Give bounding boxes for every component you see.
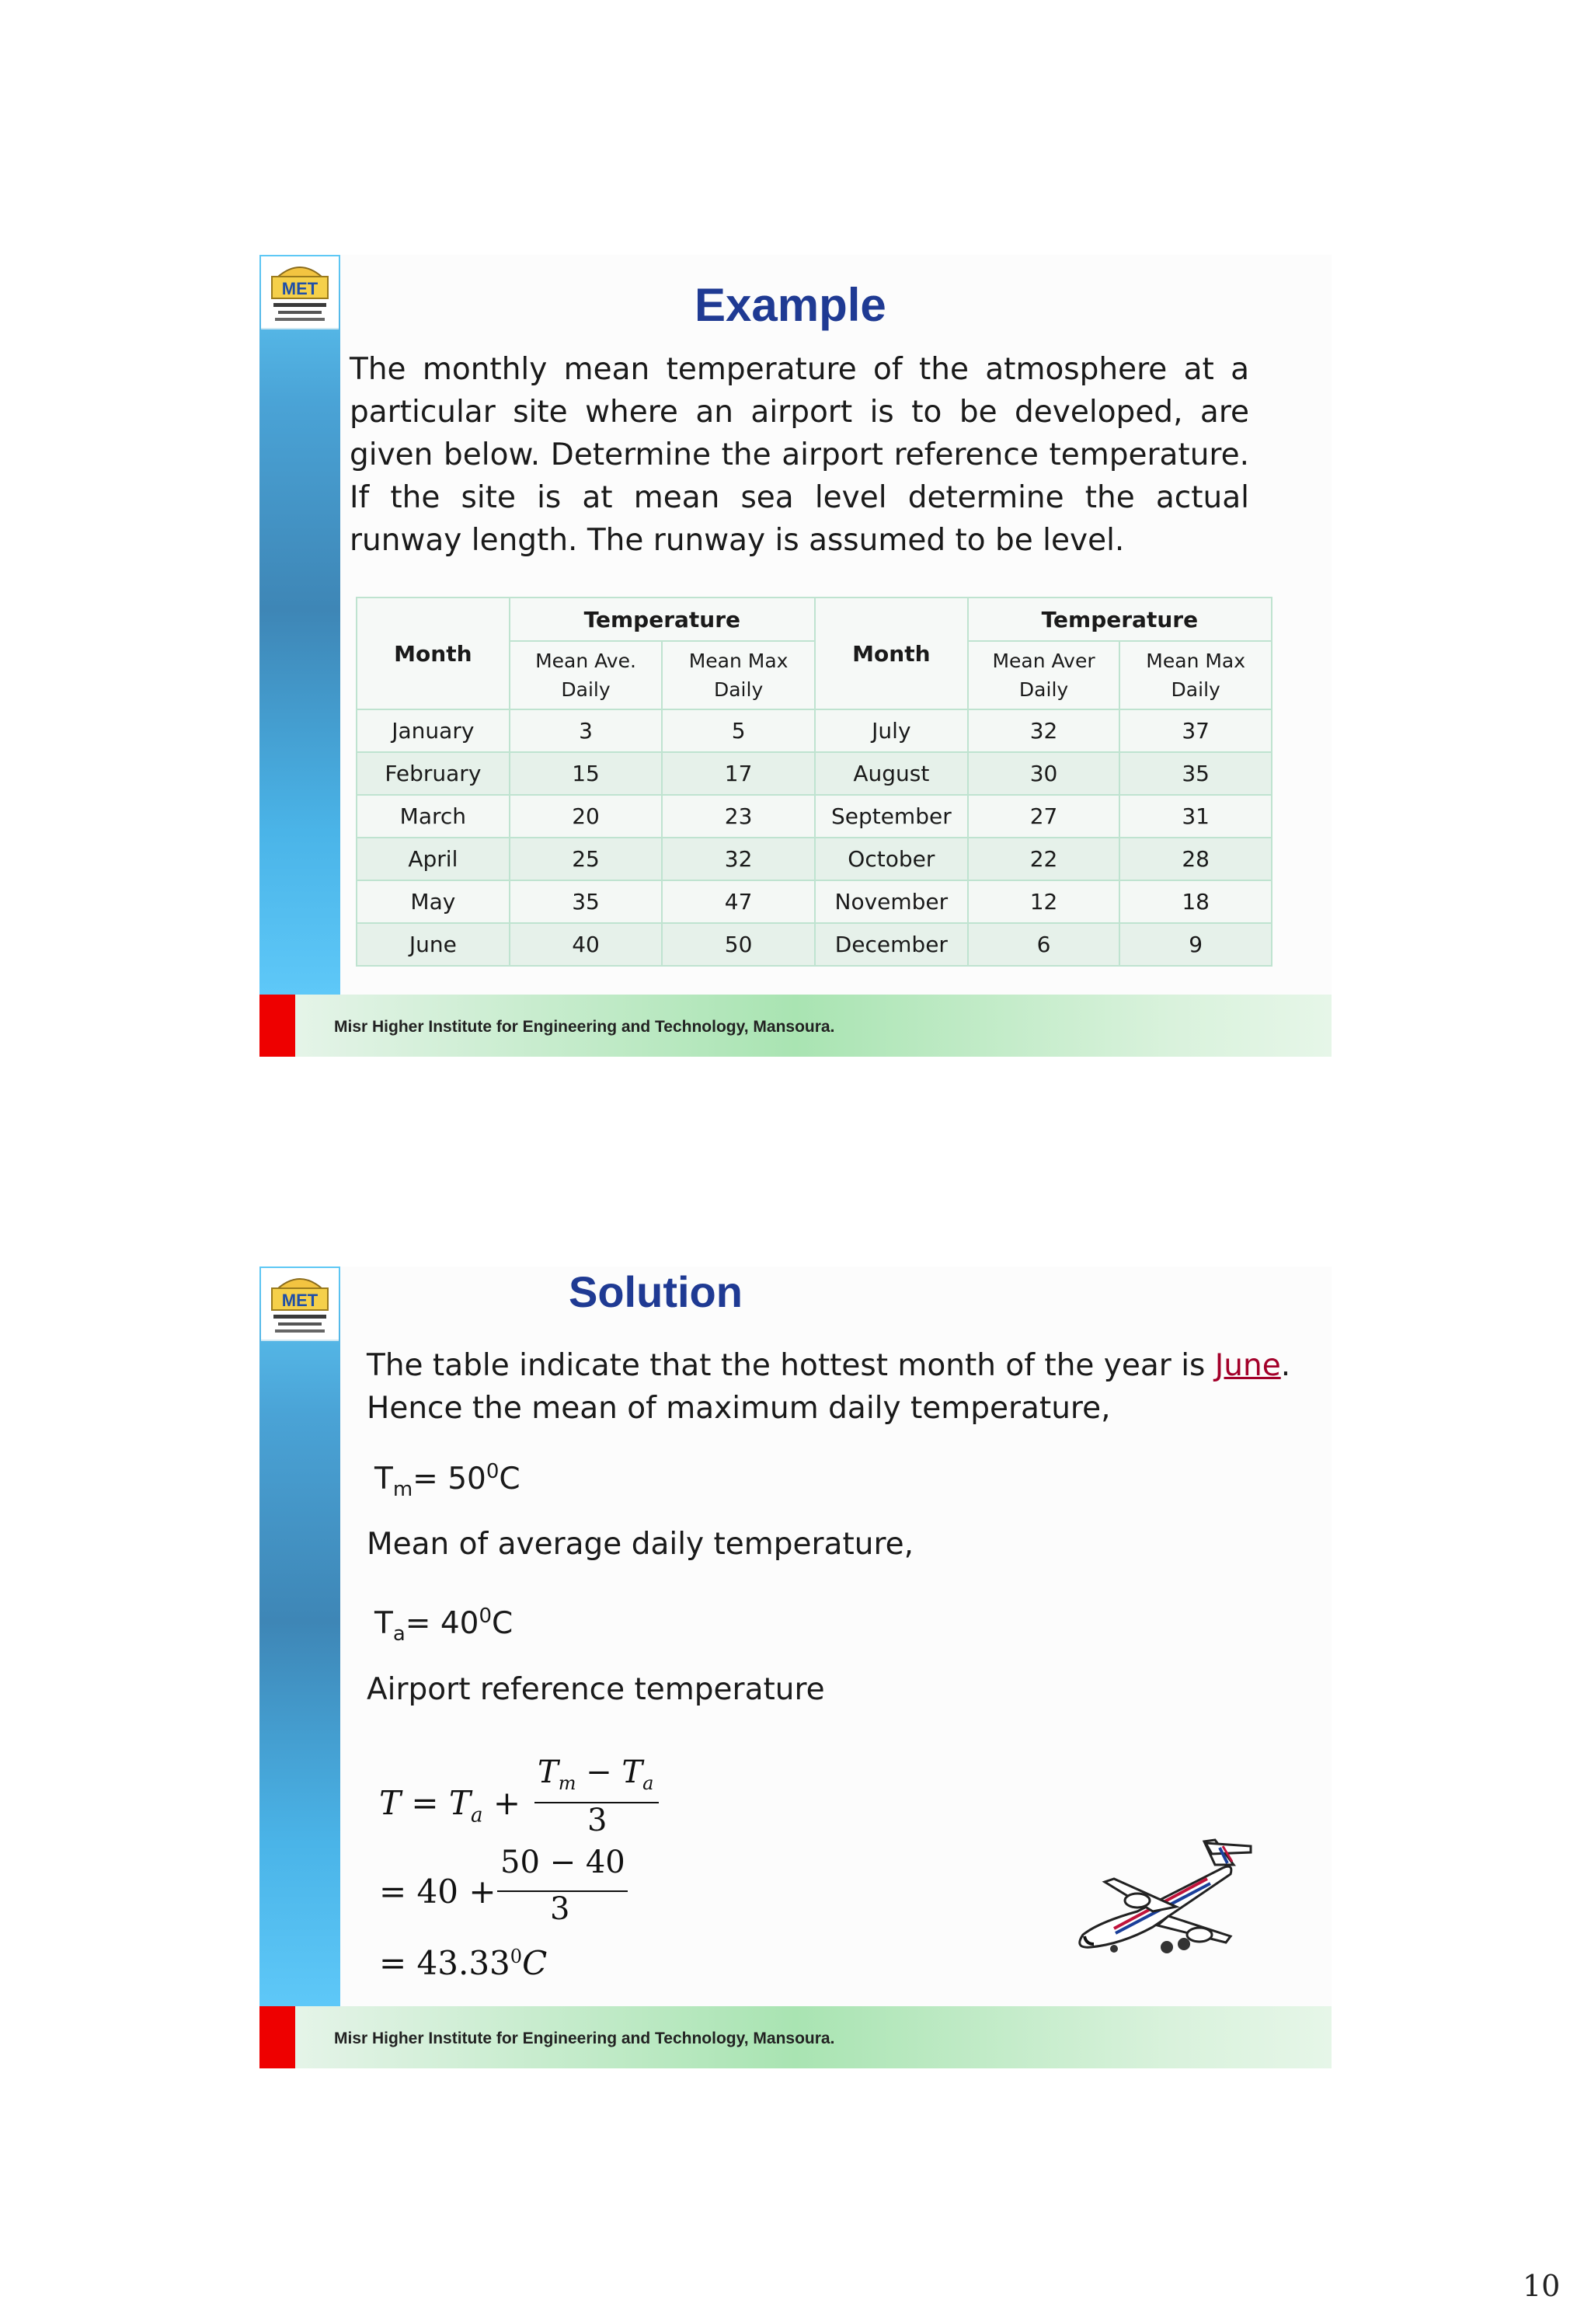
- page-number: 10: [1523, 2269, 1561, 2303]
- hottest-month-line: [367, 1344, 1299, 1387]
- math-symbol: = T: [411, 1784, 471, 1822]
- table-cell: 31: [1119, 795, 1272, 838]
- fraction-denominator-1: 3: [587, 1803, 608, 1838]
- math-symbol: C: [522, 1944, 548, 1982]
- text-run: C: [499, 1462, 520, 1496]
- table-cell: February: [357, 752, 510, 795]
- table-row: [357, 795, 1272, 838]
- table-cell: 9: [1119, 923, 1272, 966]
- text-run: T: [374, 1606, 393, 1641]
- table-cell: 23: [662, 795, 815, 838]
- met-logo: [261, 1268, 339, 1341]
- temperature-table: [356, 597, 1272, 967]
- table-cell: 15: [510, 752, 663, 795]
- math-subscript: a: [470, 1803, 483, 1827]
- temperature-header: Temperature: [968, 598, 1272, 641]
- table-row: [357, 880, 1272, 923]
- table-row: [357, 752, 1272, 795]
- table-cell: 6: [968, 923, 1120, 966]
- table-cell: 37: [1119, 709, 1272, 752]
- table-row: [357, 709, 1272, 752]
- ta-value: [374, 1595, 513, 1656]
- formula-line-1: [379, 1784, 520, 1827]
- table-cell: 30: [968, 752, 1120, 795]
- superscript: 0: [486, 1460, 500, 1483]
- fraction-denominator-2: 3: [550, 1891, 570, 1927]
- fraction-numerator-2: 50 − 40: [500, 1845, 625, 1880]
- math-symbol: T: [538, 1754, 559, 1790]
- sub-header: Mean Ave. Daily: [510, 641, 663, 709]
- table-cell: July: [815, 709, 968, 752]
- table-cell: 40: [510, 923, 663, 966]
- superscript: 0: [479, 1605, 493, 1628]
- logo-text: MET: [281, 1291, 319, 1310]
- mean-max-label: Hence the mean of maximum daily temperature,: [367, 1391, 1111, 1426]
- text-run: The table indicate that the hottest month of the year is: [367, 1348, 1215, 1383]
- sub-header: Mean Max Daily: [662, 641, 815, 709]
- text-run: = 50: [413, 1462, 486, 1496]
- math-symbol: +: [493, 1784, 521, 1822]
- text-run: .: [1280, 1348, 1291, 1383]
- table-cell: January: [357, 709, 510, 752]
- table-cell: October: [815, 838, 968, 880]
- table-cell: 32: [968, 709, 1120, 752]
- footer-red-block: [259, 995, 295, 1057]
- formula-line-3: [379, 1944, 547, 1982]
- math-symbol: − T: [586, 1754, 643, 1790]
- temperature-header: Temperature: [510, 598, 815, 641]
- mean-avg-label: Mean of average daily temperature,: [367, 1527, 914, 1562]
- slide-footer: [259, 2006, 1332, 2068]
- table-cell: 17: [662, 752, 815, 795]
- math-subscript: a: [642, 1772, 654, 1794]
- table-cell: August: [815, 752, 968, 795]
- met-logo: [261, 256, 339, 329]
- table-cell: 28: [1119, 838, 1272, 880]
- table-cell: 35: [1119, 752, 1272, 795]
- table-cell: 35: [510, 880, 663, 923]
- text-run: C: [492, 1606, 514, 1641]
- slide-example: [259, 255, 1332, 1057]
- table-cell: 22: [968, 838, 1120, 880]
- table-cell: March: [357, 795, 510, 838]
- math-superscript: 0: [510, 1946, 523, 1967]
- june-link[interactable]: June: [1214, 1348, 1281, 1383]
- table-cell: December: [815, 923, 968, 966]
- table-cell: September: [815, 795, 968, 838]
- sub-header: Mean Aver Daily: [968, 641, 1120, 709]
- subscript: a: [392, 1622, 406, 1646]
- table-cell: 3: [510, 709, 663, 752]
- footer-text: Misr Higher Institute for Engineering and Technology, Mansoura.: [334, 2030, 835, 2047]
- table-cell: April: [357, 838, 510, 880]
- footer-text: Misr Higher Institute for Engineering and Technology, Mansoura.: [334, 1018, 835, 1036]
- problem-statement: The monthly mean temperature of the atmosphere at a particular site where an airport is to be developed, are given below. Determine the airport reference temperature. If the site is at mean sea level determine the actual runway length. The runway is assumed to be level.: [350, 352, 1249, 558]
- math-symbol: = 43.33: [379, 1944, 510, 1982]
- fraction-numerator-1: [538, 1754, 653, 1794]
- table-cell: 47: [662, 880, 815, 923]
- sub-header: Mean Max Daily: [1119, 641, 1272, 709]
- formula-line-2: = 40 +: [379, 1873, 496, 1911]
- airplane-illustration: [1067, 1835, 1254, 1960]
- table-cell: November: [815, 880, 968, 923]
- table-cell: 20: [510, 795, 663, 838]
- slide-title: Example: [695, 279, 886, 331]
- table-cell: June: [357, 923, 510, 966]
- text-run: = 40: [405, 1606, 479, 1641]
- subscript: m: [392, 1477, 413, 1501]
- table-cell: 25: [510, 838, 663, 880]
- table-cell: May: [357, 880, 510, 923]
- table-cell: 27: [968, 795, 1120, 838]
- table-cell: 50: [662, 923, 815, 966]
- sidebar-gradient: [259, 1267, 340, 2006]
- slide-solution: [259, 1267, 1332, 2068]
- footer-red-block: [259, 2006, 295, 2068]
- math-symbol: T: [379, 1784, 402, 1822]
- math-subscript: m: [558, 1772, 576, 1794]
- table-cell: 18: [1119, 880, 1272, 923]
- sidebar-gradient: [259, 255, 340, 995]
- table-cell: 12: [968, 880, 1120, 923]
- table-cell: 32: [662, 838, 815, 880]
- table-row: [357, 923, 1272, 966]
- slide-title: Solution: [569, 1267, 743, 1316]
- table-cell: 5: [662, 709, 815, 752]
- tm-value: [374, 1451, 520, 1511]
- table-row: [357, 838, 1272, 880]
- arp-label: Airport reference temperature: [367, 1672, 825, 1707]
- logo-text: MET: [281, 279, 319, 298]
- month-header: Month: [815, 598, 968, 709]
- month-header: Month: [357, 598, 510, 709]
- slide-footer: [259, 995, 1332, 1057]
- text-run: T: [374, 1462, 393, 1496]
